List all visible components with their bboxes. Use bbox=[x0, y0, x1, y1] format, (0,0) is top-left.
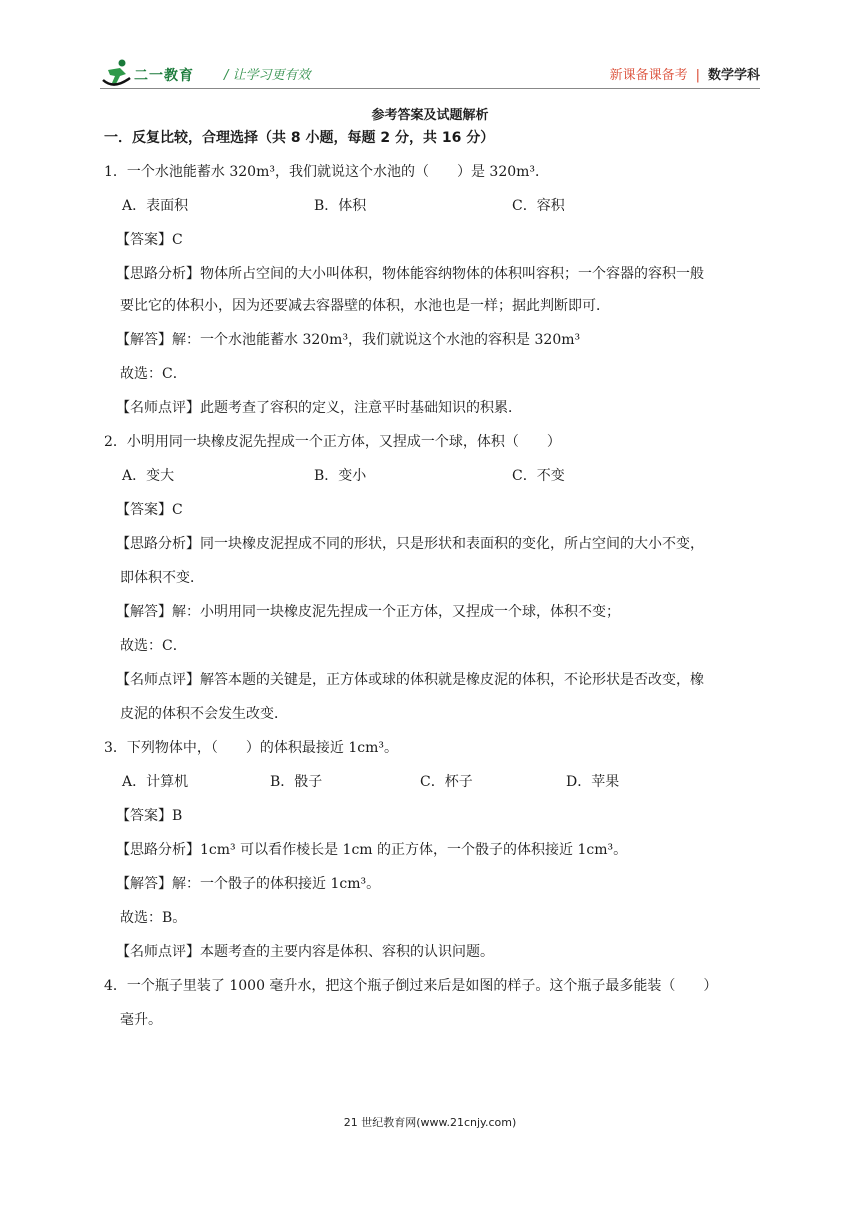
q2-comment-line1: 【名师点评】解答本题的关键是，正方体或球的体积就是橡皮泥的体积，不论形状是否改变，橡 bbox=[116, 672, 704, 688]
q1-option-a: A．表面积 bbox=[122, 198, 189, 214]
q3-option-d: D．苹果 bbox=[566, 774, 620, 790]
q3-answer: 【答案】B bbox=[116, 808, 183, 824]
q2-option-a: A．变大 bbox=[122, 468, 175, 484]
q3-option-b: B．骰子 bbox=[270, 774, 323, 790]
header-separator: | bbox=[695, 68, 700, 83]
q3-option-a: A．计算机 bbox=[122, 774, 189, 790]
q1-solution: 【解答】解：一个水池能蓄水 320m³，我们就说这个水池的容积是 320m³ bbox=[116, 332, 581, 348]
runner-logo-icon bbox=[100, 56, 134, 90]
q3-comment: 【名师点评】本题考查的主要内容是体积、容积的认识问题。 bbox=[116, 944, 494, 960]
logo-text: 二一教育 bbox=[134, 68, 194, 84]
q1-stem: 1．一个水池能蓄水 320m³，我们就说这个水池的（ ）是 320m³． bbox=[104, 164, 550, 180]
q4-stem-line2: 毫升。 bbox=[120, 1012, 162, 1028]
header-divider bbox=[100, 88, 760, 89]
page-header bbox=[100, 56, 760, 90]
q3-option-c: C．杯子 bbox=[420, 774, 473, 790]
q2-answer: 【答案】C bbox=[116, 502, 183, 518]
section-heading: 一．反复比较，合理选择（共 8 小题，每题 2 分，共 16 分） bbox=[104, 130, 495, 146]
q2-comment-line2: 皮泥的体积不会发生改变． bbox=[120, 706, 288, 722]
q2-analysis-line1: 【思路分析】同一块橡皮泥捏成不同的形状，只是形状和表面积的变化，所占空间的大小不变， bbox=[116, 536, 704, 552]
q3-solution: 【解答】解：一个骰子的体积接近 1cm³。 bbox=[116, 876, 381, 892]
page-footer: 21 世纪教育网(www.21cnjy.com) bbox=[343, 1116, 517, 1129]
q2-option-b: B．变小 bbox=[314, 468, 367, 484]
logo bbox=[100, 56, 210, 90]
q3-analysis: 【思路分析】1cm³ 可以看作棱长是 1cm 的正方体，一个骰子的体积接近 1cm³。 bbox=[116, 842, 628, 858]
q4-stem-line1: 4．一个瓶子里装了 1000 毫升水，把这个瓶子倒过来后是如图的样子。这个瓶子最多能装（ ） bbox=[104, 978, 718, 994]
header-subject: 数学学科 bbox=[707, 68, 760, 83]
slogan: / 让学习更有效 bbox=[224, 68, 311, 83]
q3-choice: 故选：B。 bbox=[120, 910, 187, 926]
q1-analysis-line2: 要比它的体积小，因为还要减去容器壁的体积，水池也是一样；据此判断即可． bbox=[120, 298, 610, 314]
q1-analysis-line1: 【思路分析】物体所占空间的大小叫体积，物体能容纳物体的体积叫容积；一个容器的容积一般 bbox=[116, 266, 704, 282]
q2-solution: 【解答】解：小明用同一块橡皮泥先捏成一个正方体，又捏成一个球，体积不变； bbox=[116, 604, 620, 620]
q1-choice: 故选：C． bbox=[120, 366, 187, 382]
q2-choice: 故选：C． bbox=[120, 638, 187, 654]
q1-option-b: B．体积 bbox=[314, 198, 367, 214]
q2-analysis-line2: 即体积不变． bbox=[120, 570, 204, 586]
q1-comment: 【名师点评】此题考查了容积的定义，注意平时基础知识的积累． bbox=[116, 400, 522, 416]
q1-option-c: C．容积 bbox=[512, 198, 565, 214]
page-title: 参考答案及试题解析 bbox=[371, 108, 489, 123]
q2-option-c: C．不变 bbox=[512, 468, 565, 484]
header-course-label: 新课备课备考 bbox=[609, 68, 688, 83]
header-right bbox=[610, 64, 760, 83]
q2-stem: 2．小明用同一块橡皮泥先捏成一个正方体，又捏成一个球，体积（ ） bbox=[104, 434, 561, 450]
q3-stem: 3．下列物体中，（ ）的体积最接近 1cm³。 bbox=[104, 740, 398, 756]
q1-answer: 【答案】C bbox=[116, 232, 183, 248]
